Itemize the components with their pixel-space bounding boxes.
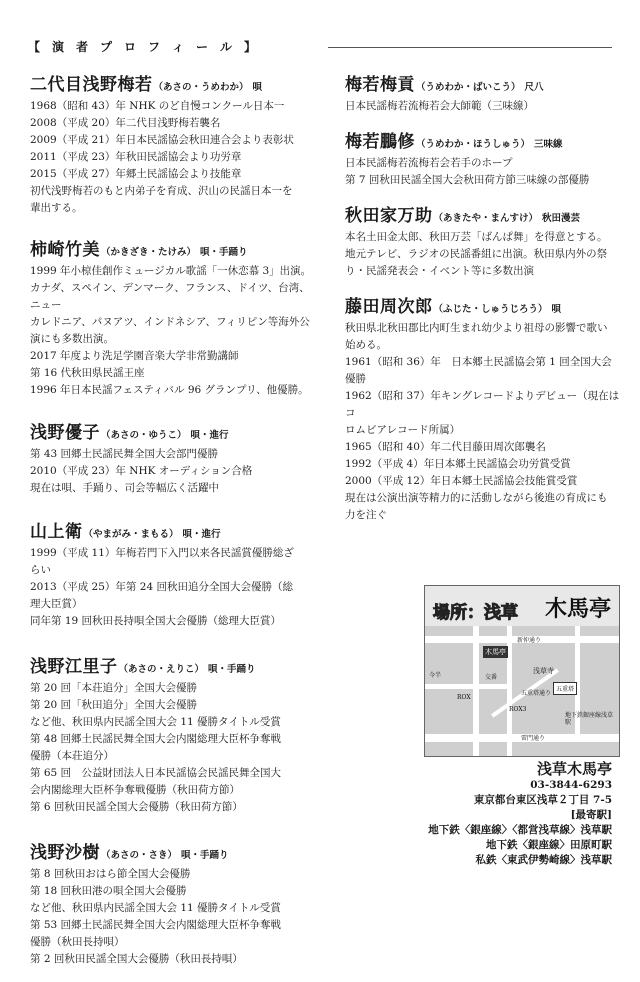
map-place-label: 場所：浅草: [433, 603, 518, 623]
bio-line: 第 53 回郷土民謡民舞全国大会内閣総理大臣杯争奪戦: [30, 919, 282, 931]
performer-profile: [345, 292, 623, 524]
bio-line: 第 18 回秋田港の唄全国大会優勝: [30, 885, 187, 897]
performer-profile: [30, 652, 312, 816]
performer-name: 梅若梅貢: [345, 75, 415, 95]
performer-name: 柿崎竹美: [30, 240, 100, 260]
performer-kana: （あさの・えりこ）: [118, 664, 205, 675]
map-label-subway: 地下鉄銀座線浅草駅: [565, 712, 614, 726]
bio-line: 日本民謡梅若流梅若会大師範（三味線）: [345, 100, 534, 112]
bio-line: 1961（昭和 36）年 日本郷土民謡協会第 1 回全国大会: [345, 356, 612, 368]
bio-line: 演にも多数出演。: [30, 333, 114, 345]
map-label-bottom-gate: 雷門通り: [521, 735, 546, 742]
performer-role: 唄・手踊り: [200, 247, 248, 258]
station-line: 私鉄〈東武伊勢崎線〉浅草駅: [475, 854, 612, 866]
station-line: 地下鉄〈銀座線〉〈都営浅草線〉浅草駅: [428, 824, 612, 836]
bio-line: 2013（平成 25）年第 24 回秋田追分全国大会優勝（総: [30, 581, 293, 593]
performer-kana: （あきたや・まんすけ）: [433, 213, 539, 224]
map-label-top-street: 新仲通り: [517, 637, 542, 644]
performer-heading: [345, 70, 623, 95]
venue-name: 浅草木馬亭: [536, 760, 612, 778]
performer-name: 浅野優子: [30, 423, 100, 443]
performer-name: 秋田家万助: [345, 206, 433, 226]
bio-line: 秋田県北秋田郡比内町生まれ幼少より祖母の影響で歌い: [345, 322, 608, 334]
performer-role: 唄・手踊り: [181, 850, 229, 861]
performer-role: 尺八: [524, 82, 544, 93]
bio-line: 第 8 回秋田おはら節全国大会優勝: [30, 868, 191, 880]
performer-kana: （やまがみ・まもる）: [83, 529, 179, 540]
bio-line: 2010（平成 23）年 NHK オーディション合格: [30, 465, 253, 477]
bio-line: 1962（昭和 37）年キングレコードよりデビュー（現在はコ: [345, 390, 620, 419]
performer-role: 唄・手踊り: [208, 664, 256, 675]
right-column: [345, 70, 623, 536]
performer-heading: [30, 652, 312, 677]
performer-role: 唄: [252, 82, 263, 93]
bio-line: 始める。: [345, 339, 387, 351]
bio-line: 第 43 回郷土民謡民舞全国大会部門優勝: [30, 448, 219, 460]
bio-line: ロムビアレコード所属）: [345, 424, 461, 436]
performer-kana: （あさの・ゆうこ）: [101, 430, 187, 441]
bio-line: 現在は唄、手踊り、司会等幅広く活躍中: [30, 482, 219, 494]
section-header: [28, 38, 612, 54]
performer-kana: （うめわか・ほうしゅう）: [416, 139, 531, 150]
venue-address: 東京都台東区浅草２丁目 7-5: [473, 794, 612, 806]
performer-kana: （うめわか・ばいこう）: [416, 82, 521, 93]
station-line: 地下鉄〈銀座線〉田原町駅: [486, 839, 612, 851]
venue-info: [372, 760, 612, 868]
bio-line: 日本民謡梅若流梅若会若手のホープ: [345, 157, 513, 169]
performer-profile: [345, 127, 623, 189]
map-label-street: 五重塔通り: [521, 690, 552, 697]
bio-line: 輩出する。: [30, 202, 83, 214]
bio-line: り・民謡発表会・イベント等に多数出演: [345, 265, 534, 277]
performer-profile: [30, 235, 312, 399]
performer-kana: （あさの・さき）: [101, 850, 178, 861]
bio-line: 地元テレビ、ラジオの民謡番組に出演。秋田県内外の祭: [345, 248, 608, 260]
bio-line: 第 48 回郷土民謡民舞全国大会内閣総理大臣杯争奪戦: [30, 733, 282, 745]
performer-heading: [345, 127, 623, 152]
bio-line: 1992（平成 4）年日本郷土民謡協会功労賞受賞: [345, 458, 571, 470]
bio-line: 2008（平成 20）年二代目浅野梅若襲名: [30, 117, 221, 129]
map-title-bar: [425, 586, 619, 626]
performer-name: 梅若鵬修: [345, 132, 415, 152]
bio-line: 力を注ぐ: [345, 509, 387, 521]
bio-line: カナダ、スペイン、デンマーク、フランス、ドイツ、台湾、ニュー: [30, 282, 310, 311]
bio-line: 第 2 回秋田民謡全国大会優勝（秋田長持唄）: [30, 953, 243, 965]
map-label-temple: 浅草寺: [533, 667, 554, 675]
bio-line: カレドニア、パヌアツ、インドネシア、フィリピン等海外公: [30, 316, 310, 328]
left-column: [30, 70, 312, 982]
bio-line: 1968（昭和 43）年 NHK のど自慢コンクール日本一: [30, 100, 285, 112]
map-venue-box: 木馬亭: [485, 648, 506, 656]
performer-kana: （あさの・うめわか）: [153, 82, 249, 93]
bio-line: 第 20 回「本荘追分」全国大会優勝: [30, 682, 198, 694]
performer-kana: （かきざき・たけみ）: [101, 247, 197, 258]
performer-heading: [345, 292, 623, 317]
bio-line: 理大臣賞）: [30, 598, 83, 610]
bio-line: 1965（昭和 40）年二代目藤田周次郎襲名: [345, 441, 546, 453]
performer-role: 秋田漫芸: [542, 213, 581, 224]
performer-role: 唄・進行: [190, 430, 229, 441]
performer-kana: （ふじた・しゅうじろう）: [433, 304, 548, 315]
bio-line: 2009（平成 21）年日本民謡協会秋田連合会より表彰状: [30, 134, 294, 146]
bio-line: 第 20 回「秋田追分」全国大会優勝: [30, 699, 198, 711]
bio-line: 同年第 19 回秋田長持唄全国大会優勝（総理大臣賞）: [30, 615, 282, 627]
bio-line: 本名土田金太郎、秋田万芸「ばんぱ舞」を得意とする。: [345, 231, 608, 243]
performer-role: 唄: [551, 304, 562, 315]
station-list: [372, 823, 612, 868]
performer-heading: [30, 838, 312, 863]
section-title: 【 演 者 プ ロ フ ィ ー ル 】: [28, 40, 257, 54]
bio-line: 会内閣総理大臣杯争奪戦優勝（秋田荷方節）: [30, 784, 240, 796]
bio-line: 第 7 回秋田民謡全国大会秋田荷方節三味線の部優勝: [345, 174, 590, 186]
map-label-left: 今半: [429, 672, 442, 679]
bio-line: 1999（平成 11）年梅若門下入門以来各民謡賞優勝総ざ: [30, 547, 294, 559]
bio-line: 優勝（本荘追分）: [30, 750, 114, 762]
bio-line: など他、秋田県内民謡全国大会 11 優勝タイトル受賞: [30, 716, 281, 728]
performer-profile: [345, 70, 623, 115]
nearest-station-label: [最寄駅]: [570, 809, 612, 821]
bio-line: 第 6 回秋田民謡全国大会優勝（秋田荷方節）: [30, 801, 243, 813]
bio-line: らい: [30, 564, 51, 576]
bio-line: 初代浅野梅若のもと内弟子を育成、沢山の民謡日本一を: [30, 185, 293, 197]
performer-name: 浅野江里子: [30, 657, 118, 677]
performer-profile: [345, 201, 623, 280]
performer-heading: [30, 418, 312, 443]
map-label-rox3: ROX3: [509, 706, 527, 713]
performer-heading: [30, 517, 312, 542]
bio-line: 2017 年度より洗足学園音楽大学非常勤講師: [30, 350, 239, 362]
map-label-building: ROX: [457, 694, 471, 701]
venue-phone: 03-3844-6293: [530, 779, 612, 791]
bio-line: 第 16 代秋田県民謡王座: [30, 367, 145, 379]
header-rule: [328, 47, 612, 48]
map-road-left: [473, 626, 479, 756]
bio-line: 1996 年日本民謡フェスティバル 96 グランプリ、他優勝。: [30, 384, 309, 396]
performer-name: 山上衛: [30, 522, 83, 542]
bio-line: 1999 年小椋佳創作ミュージカル歌謡「一休恋慕 3」出演。: [30, 265, 312, 277]
bio-line: 第 65 回 公益財団法人日本民謡協会民謡民舞全国大: [30, 767, 282, 779]
bio-line: 優勝（秋田長持唄）: [30, 936, 125, 948]
bio-line: 2015（平成 27）年郷土民謡協会より技能章: [30, 168, 242, 180]
bio-line: 2000（平成 12）年日本郷土民謡協会技能賞受賞: [345, 475, 578, 487]
bio-line: 優勝: [345, 373, 366, 385]
performer-name: 二代目浅野梅若: [30, 75, 153, 95]
performer-profile: [30, 70, 312, 217]
map-road-cross: [425, 684, 507, 689]
performer-name: 藤田周次郎: [345, 297, 433, 317]
bio-line: など他、秋田県内民謡全国大会 11 優勝タイトル受賞: [30, 902, 281, 914]
performer-name: 浅野沙樹: [30, 843, 100, 863]
map-venue-logo: 木馬亭: [544, 596, 611, 622]
map-label-tower: 五重塔: [553, 682, 577, 695]
performer-role: 唄・進行: [182, 529, 221, 540]
bio-line: 2011（平成 23）年秋田民謡協会より功労章: [30, 151, 242, 163]
venue-map: [424, 585, 620, 757]
bio-line: 現在は公演出演等精力的に活動しながら後進の育成にも: [345, 492, 608, 504]
performer-profile: [30, 517, 312, 630]
performer-profile: [30, 418, 312, 497]
performer-heading: [345, 201, 623, 226]
performer-profile: [30, 838, 312, 968]
performer-heading: [30, 70, 312, 95]
map-label-crossing: 交番: [485, 674, 498, 681]
performer-heading: [30, 235, 312, 260]
performer-role: 三味線: [534, 139, 563, 150]
